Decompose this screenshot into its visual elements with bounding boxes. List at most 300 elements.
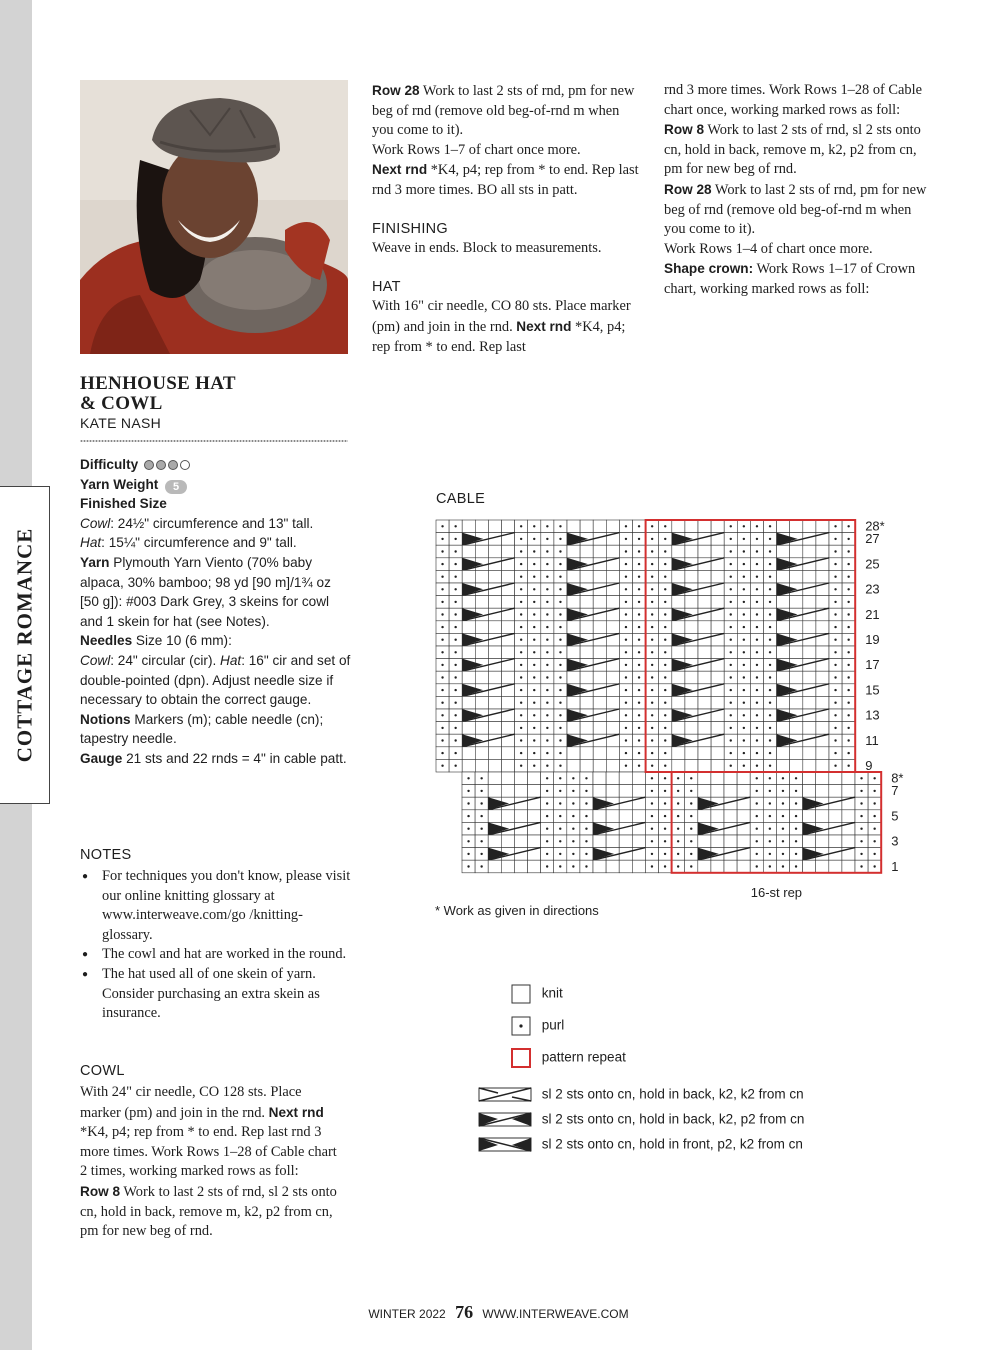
purl-dot bbox=[860, 853, 862, 855]
chart-cell bbox=[488, 696, 501, 709]
purl-dot bbox=[847, 525, 849, 527]
chart-cell bbox=[829, 810, 842, 823]
purl-dot bbox=[664, 790, 666, 792]
chart-cell bbox=[737, 860, 750, 873]
column-3: rnd 3 more times. Work Rows 1–28 of Cable chart once, working marked rows as foll: Row 8 Work to last 2 sts of rnd, sl 2 sts onto cn, hold in back, remove m, k2, p2 from cn, pm for new beg of rnd. Row 28 Work to last 2 sts of rnd, pm for new beg of rnd (remove old beg-of-rnd m when you come to it). Work Rows 1–4 of chart once more. Shape crown: Work Rows 1–17 of Crown chart, working marked rows as foll: bbox=[664, 82, 927, 297]
purl-dot bbox=[730, 664, 732, 666]
chart-cell bbox=[803, 759, 816, 772]
purl-dot bbox=[520, 626, 522, 628]
purl-dot bbox=[847, 639, 849, 641]
purl-dot bbox=[638, 601, 640, 603]
purl-dot bbox=[756, 802, 758, 804]
chart-cell bbox=[711, 570, 724, 583]
purl-dot bbox=[533, 651, 535, 653]
chart-cell bbox=[685, 671, 698, 684]
purl-dot bbox=[664, 840, 666, 842]
chart-cell bbox=[711, 722, 724, 735]
purl-dot bbox=[795, 777, 797, 779]
purl-dot bbox=[585, 777, 587, 779]
purl-dot bbox=[743, 550, 745, 552]
purl-dot bbox=[559, 802, 561, 804]
chart-cell bbox=[790, 545, 803, 558]
purl-dot bbox=[651, 777, 653, 779]
purl-dot bbox=[677, 777, 679, 779]
chart-cell bbox=[606, 835, 619, 848]
purl-dot bbox=[860, 815, 862, 817]
difficulty-dot bbox=[180, 460, 190, 470]
chart-cell bbox=[502, 722, 515, 735]
note-item: ● The hat used all of one skein of yarn. Consider purchasing an extra skein as insurance. bbox=[80, 965, 352, 1024]
purl-dot bbox=[743, 538, 745, 540]
purl-dot bbox=[454, 702, 456, 704]
purl-dot bbox=[873, 828, 875, 830]
purl-dot bbox=[572, 840, 574, 842]
row-label: 8* bbox=[891, 770, 904, 786]
chart-cell bbox=[842, 835, 855, 848]
purl-dot bbox=[625, 765, 627, 767]
purl-dot bbox=[585, 790, 587, 792]
cowl-heading: COWL bbox=[80, 1063, 125, 1079]
purl-dot bbox=[454, 550, 456, 552]
purl-dot bbox=[441, 664, 443, 666]
purl-dot bbox=[756, 689, 758, 691]
chart-cell bbox=[462, 671, 475, 684]
purl-dot bbox=[533, 765, 535, 767]
purl-dot bbox=[769, 550, 771, 552]
purl-dot bbox=[559, 714, 561, 716]
chart-cell bbox=[462, 545, 475, 558]
chart-cell bbox=[502, 570, 515, 583]
purl-dot bbox=[664, 538, 666, 540]
chart-cell bbox=[777, 545, 790, 558]
purl-dot bbox=[638, 576, 640, 578]
chart-cell bbox=[606, 520, 619, 533]
purl-dot bbox=[769, 752, 771, 754]
chart-cell bbox=[685, 759, 698, 772]
chart-cell bbox=[593, 810, 606, 823]
purl-dot bbox=[782, 790, 784, 792]
purl-dot bbox=[873, 865, 875, 867]
purl-dot bbox=[585, 815, 587, 817]
chart-cell bbox=[724, 772, 737, 785]
purl-dot bbox=[677, 790, 679, 792]
chart-cell bbox=[777, 671, 790, 684]
finishing-heading: FINISHING bbox=[372, 220, 449, 237]
chart-cell bbox=[567, 520, 580, 533]
chart-cell bbox=[488, 835, 501, 848]
purl-dot bbox=[756, 538, 758, 540]
chart-cell bbox=[501, 772, 514, 785]
purl-dot bbox=[756, 588, 758, 590]
purl-dot bbox=[769, 802, 771, 804]
chart-cell bbox=[488, 646, 501, 659]
purl-dot bbox=[847, 588, 849, 590]
purl-dot bbox=[572, 777, 574, 779]
notes-heading: NOTES bbox=[80, 847, 132, 863]
purl-dot bbox=[756, 714, 758, 716]
chart-cell bbox=[606, 772, 619, 785]
purl-dot bbox=[441, 702, 443, 704]
footer-url: WWW.INTERWEAVE.COM bbox=[482, 1307, 629, 1321]
chart-cell bbox=[711, 810, 724, 823]
purl-dot bbox=[756, 840, 758, 842]
chart-cell bbox=[672, 545, 685, 558]
difficulty-rating bbox=[142, 457, 190, 472]
purl-dot bbox=[546, 601, 548, 603]
purl-dot bbox=[756, 752, 758, 754]
purl-dot bbox=[625, 689, 627, 691]
chart-cell bbox=[619, 785, 632, 798]
purl-dot bbox=[782, 853, 784, 855]
purl-dot bbox=[454, 765, 456, 767]
chart-cell bbox=[803, 570, 816, 583]
purl-dot bbox=[834, 765, 836, 767]
purl-dot bbox=[546, 563, 548, 565]
purl-dot bbox=[533, 714, 535, 716]
purl-dot bbox=[625, 538, 627, 540]
purl-dot bbox=[625, 664, 627, 666]
purl-dot bbox=[520, 550, 522, 552]
chart-cell bbox=[619, 860, 632, 873]
purl-dot bbox=[756, 790, 758, 792]
legend-repeat-label: pattern repeat bbox=[541, 1049, 626, 1065]
purl-dot bbox=[847, 689, 849, 691]
purl-dot bbox=[756, 651, 758, 653]
chart-cell bbox=[711, 596, 724, 609]
purl-dot bbox=[480, 802, 482, 804]
purl-dot bbox=[834, 550, 836, 552]
purl-dot bbox=[533, 538, 535, 540]
chart-cell bbox=[777, 621, 790, 634]
purl-dot bbox=[677, 815, 679, 817]
purl-dot bbox=[690, 828, 692, 830]
chart-cell bbox=[606, 722, 619, 735]
purl-dot bbox=[441, 601, 443, 603]
chart-cell bbox=[842, 860, 855, 873]
page-footer bbox=[0, 1302, 997, 1323]
purl-dot bbox=[546, 689, 548, 691]
chart-cell bbox=[777, 696, 790, 709]
purl-dot bbox=[572, 815, 574, 817]
purl-dot bbox=[651, 790, 653, 792]
chart-cell bbox=[790, 696, 803, 709]
purl-dot bbox=[441, 525, 443, 527]
purl-dot bbox=[664, 802, 666, 804]
chart-cell bbox=[502, 596, 515, 609]
chart-cell bbox=[698, 696, 711, 709]
purl-dot bbox=[638, 752, 640, 754]
purl-dot bbox=[847, 538, 849, 540]
purl-dot bbox=[651, 550, 653, 552]
purl-dot bbox=[756, 828, 758, 830]
chart-cell bbox=[816, 545, 829, 558]
purl-dot bbox=[756, 739, 758, 741]
purl-dot bbox=[467, 790, 469, 792]
purl-dot bbox=[441, 576, 443, 578]
purl-dot bbox=[520, 563, 522, 565]
purl-dot bbox=[743, 702, 745, 704]
legend-cable-1 bbox=[478, 1086, 804, 1104]
purl-dot bbox=[664, 714, 666, 716]
purl-dot bbox=[756, 576, 758, 578]
purl-dot bbox=[651, 588, 653, 590]
purl-dot bbox=[546, 853, 548, 855]
purl-dot bbox=[664, 601, 666, 603]
purl-dot bbox=[454, 613, 456, 615]
chart-cell bbox=[632, 860, 645, 873]
chart-cell bbox=[685, 722, 698, 735]
purl-dot bbox=[873, 802, 875, 804]
purl-dot bbox=[625, 727, 627, 729]
chart-cell bbox=[593, 671, 606, 684]
chart-cell bbox=[462, 596, 475, 609]
chart-cell bbox=[790, 671, 803, 684]
chart-cell bbox=[514, 772, 527, 785]
purl-dot bbox=[638, 613, 640, 615]
purl-dot bbox=[795, 790, 797, 792]
chart-cell bbox=[685, 545, 698, 558]
purl-dot bbox=[638, 525, 640, 527]
purl-dot bbox=[664, 689, 666, 691]
chart-cell bbox=[685, 696, 698, 709]
chart-cell bbox=[816, 860, 829, 873]
chart-cell bbox=[672, 696, 685, 709]
purl-dot bbox=[546, 702, 548, 704]
purl-dot bbox=[467, 802, 469, 804]
purl-dot bbox=[690, 853, 692, 855]
chart-cell bbox=[593, 696, 606, 709]
purl-dot bbox=[441, 538, 443, 540]
purl-dot bbox=[651, 765, 653, 767]
purl-dot bbox=[730, 601, 732, 603]
purl-dot bbox=[638, 714, 640, 716]
purl-dot bbox=[847, 765, 849, 767]
chart-cell bbox=[672, 747, 685, 760]
purl-dot bbox=[795, 802, 797, 804]
row-label: 27 bbox=[865, 531, 880, 547]
purl-dot bbox=[860, 840, 862, 842]
purl-dot bbox=[638, 676, 640, 678]
row-label: 15 bbox=[865, 682, 880, 698]
chart-cell bbox=[632, 772, 645, 785]
purl-dot bbox=[441, 739, 443, 741]
chart-cell bbox=[698, 596, 711, 609]
purl-dot bbox=[520, 676, 522, 678]
purl-dot bbox=[559, 828, 561, 830]
chart-cell bbox=[501, 860, 514, 873]
chart-cell bbox=[593, 646, 606, 659]
purl-dot bbox=[625, 752, 627, 754]
purl-dot bbox=[546, 576, 548, 578]
chart-cell bbox=[580, 520, 593, 533]
purl-dot bbox=[664, 777, 666, 779]
purl-dot bbox=[441, 727, 443, 729]
purl-dot bbox=[559, 840, 561, 842]
purl-dot bbox=[638, 639, 640, 641]
purl-dot bbox=[651, 601, 653, 603]
purl-dot bbox=[533, 702, 535, 704]
chart-cell bbox=[475, 759, 488, 772]
purl-dot bbox=[559, 765, 561, 767]
chart-cell bbox=[488, 785, 501, 798]
page-number: 76 bbox=[455, 1302, 474, 1322]
purl-dot bbox=[873, 815, 875, 817]
purl-dot bbox=[847, 550, 849, 552]
purl-dot bbox=[559, 752, 561, 754]
section-tab-label: COTTAGE ROMANCE bbox=[12, 527, 36, 763]
purl-dot bbox=[651, 714, 653, 716]
purl-dot bbox=[769, 525, 771, 527]
purl-dot bbox=[559, 639, 561, 641]
row-label: 9 bbox=[865, 758, 873, 773]
purl-dot bbox=[520, 765, 522, 767]
repeat-label: 16-st rep bbox=[750, 884, 803, 900]
purl-dot bbox=[520, 689, 522, 691]
purl-dot bbox=[730, 702, 732, 704]
chart-cell bbox=[502, 646, 515, 659]
row-label: 19 bbox=[865, 632, 880, 647]
purl-dot bbox=[677, 828, 679, 830]
purl-dot bbox=[441, 550, 443, 552]
purl-dot bbox=[834, 664, 836, 666]
purl-dot bbox=[638, 689, 640, 691]
purl-dot bbox=[559, 853, 561, 855]
chart-cell bbox=[488, 520, 501, 533]
chart-cell bbox=[567, 747, 580, 760]
purl-dot bbox=[834, 651, 836, 653]
purl-dot bbox=[769, 689, 771, 691]
chart-cell bbox=[711, 747, 724, 760]
purl-dot bbox=[533, 664, 535, 666]
purl-dot bbox=[480, 790, 482, 792]
chart-cell bbox=[567, 545, 580, 558]
purl-dot bbox=[795, 840, 797, 842]
purl-dot bbox=[782, 840, 784, 842]
legend-purl-label: purl bbox=[541, 1017, 565, 1033]
purl-dot bbox=[677, 840, 679, 842]
purl-dot bbox=[769, 853, 771, 855]
purl-dot bbox=[638, 651, 640, 653]
chart-cell bbox=[606, 860, 619, 873]
purl-dot bbox=[520, 752, 522, 754]
chart-cell bbox=[632, 835, 645, 848]
chart-cell bbox=[803, 520, 816, 533]
chart-cell bbox=[672, 759, 685, 772]
purl-dot bbox=[847, 651, 849, 653]
chart-cell bbox=[737, 835, 750, 848]
chart-cell bbox=[829, 835, 842, 848]
purl-dot bbox=[559, 790, 561, 792]
cowl-size: Cowl: 24½" circumference and 13" tall. bbox=[80, 515, 314, 531]
purl-dot bbox=[651, 840, 653, 842]
purl-dot bbox=[546, 538, 548, 540]
row-label: 5 bbox=[891, 808, 899, 824]
notions-spec: Notions Markers (m); cable needle (cn); tapestry needle. bbox=[80, 711, 324, 747]
chart-cell bbox=[724, 810, 737, 823]
chart-cell bbox=[803, 722, 816, 735]
purl-dot bbox=[454, 588, 456, 590]
chart-cell bbox=[685, 747, 698, 760]
purl-dot bbox=[559, 739, 561, 741]
purl-dot bbox=[769, 865, 771, 867]
purl-dot bbox=[769, 538, 771, 540]
chart-cell bbox=[711, 772, 724, 785]
purl-dot bbox=[730, 651, 732, 653]
legend-cable-3-label: sl 2 sts onto cn, hold in front, p2, k2 from cn bbox=[541, 1136, 803, 1152]
purl-dot bbox=[638, 538, 640, 540]
purl-dot bbox=[743, 689, 745, 691]
purl-dot bbox=[847, 626, 849, 628]
chart-cell bbox=[724, 835, 737, 848]
purl-dot bbox=[651, 802, 653, 804]
chart-cell bbox=[711, 759, 724, 772]
purl-dot bbox=[847, 676, 849, 678]
purl-dot bbox=[873, 840, 875, 842]
purl-dot bbox=[730, 525, 732, 527]
chart-cell bbox=[790, 596, 803, 609]
chart-cell bbox=[816, 696, 829, 709]
purl-dot bbox=[441, 588, 443, 590]
note-item: ● The cowl and hat are worked in the round. bbox=[80, 945, 352, 965]
chart-cell bbox=[672, 621, 685, 634]
chart-cell bbox=[462, 570, 475, 583]
chart-cell bbox=[672, 722, 685, 735]
cable-chart bbox=[430, 515, 930, 935]
purl-dot bbox=[730, 714, 732, 716]
purl-dot bbox=[480, 840, 482, 842]
purl-dot bbox=[743, 588, 745, 590]
purl-dot bbox=[546, 664, 548, 666]
chart-cell bbox=[698, 785, 711, 798]
chart-cell bbox=[790, 520, 803, 533]
purl-dot bbox=[533, 639, 535, 641]
chart-cell bbox=[567, 570, 580, 583]
purl-dot bbox=[834, 601, 836, 603]
chart-cell bbox=[711, 860, 724, 873]
purl-dot bbox=[454, 664, 456, 666]
legend-cable-1-label: sl 2 sts onto cn, hold in back, k2, k2 from cn bbox=[541, 1086, 804, 1102]
purl-dot bbox=[533, 752, 535, 754]
purl-dot bbox=[677, 865, 679, 867]
chart-cell bbox=[711, 646, 724, 659]
chart-cell bbox=[580, 545, 593, 558]
purl-dot bbox=[651, 651, 653, 653]
purl-dot bbox=[467, 865, 469, 867]
purl-dot bbox=[834, 525, 836, 527]
purl-dot bbox=[520, 739, 522, 741]
chart-cell bbox=[816, 810, 829, 823]
purl-dot bbox=[834, 714, 836, 716]
purl-dot bbox=[664, 550, 666, 552]
chart-cell bbox=[528, 772, 541, 785]
chart-cell bbox=[790, 621, 803, 634]
purl-dot bbox=[546, 588, 548, 590]
purl-dot bbox=[664, 702, 666, 704]
chart-cell bbox=[842, 810, 855, 823]
purl-dot bbox=[520, 538, 522, 540]
purl-dot bbox=[585, 865, 587, 867]
chart-cell bbox=[829, 772, 842, 785]
purl-dot bbox=[546, 727, 548, 729]
purl-dot bbox=[441, 689, 443, 691]
purl-dot bbox=[664, 613, 666, 615]
chart-cell bbox=[514, 860, 527, 873]
chart-cell bbox=[777, 722, 790, 735]
purl-dot bbox=[690, 777, 692, 779]
purl-dot bbox=[782, 815, 784, 817]
purl-dot bbox=[834, 739, 836, 741]
chart-cell bbox=[606, 810, 619, 823]
